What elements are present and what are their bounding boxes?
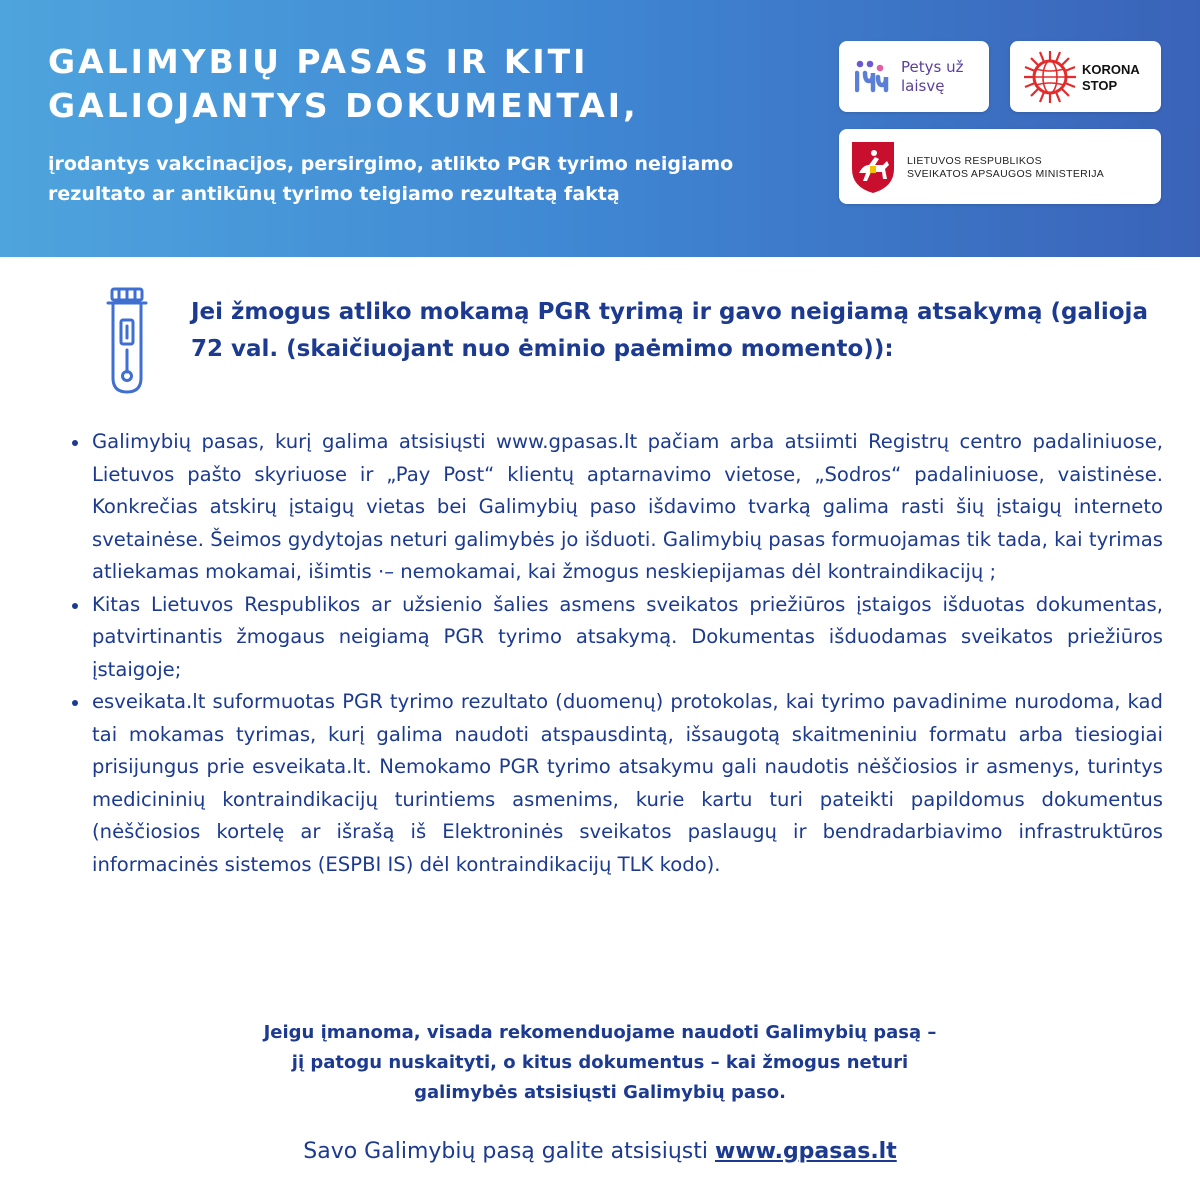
page-subtitle: įrodantys vakcinacijos, persirgimo, atlikto PGR tyrimo neigiamo rezultato ar antikūnų tyrimo teigiamo rezultatą faktą xyxy=(48,153,734,205)
ministry-line-2: SVEIKATOS APSAUGOS MINISTERIJA xyxy=(907,168,1105,180)
korona-stop-logo xyxy=(1010,41,1161,112)
petys-line-2: laisvę xyxy=(901,77,945,95)
ministry-logo-text xyxy=(907,155,1152,181)
section-heading: Jei žmogus atliko mokamą PGR tyrimą ir gavo neigiamą atsakymą (galioja 72 val. (skaičiuojant nuo ėminio paėmimo momento)): xyxy=(191,299,1148,362)
ministry-line-1: LIETUVOS RESPUBLIKOS xyxy=(907,155,1042,167)
footer-text: Savo Galimybių pasą galite atsisiųsti xyxy=(303,1139,716,1164)
list-item: Galimybių pasas, kurį galima atsisiųsti www.gpasas.lt pačiam arba atsiimti Registrų centro padaliniuose, Lietuvos pašto skyriuose ir „Pay Post“ klientų aptarnavimo vietose, „Sodros“ padaliniuose, vaistinėse. Konkrečias atskirų įstaigų vietas bei Galimybių paso išdavimo tvarką galima rasti šių įstaigų interneto svetainėse. Šeimos gydytojas neturi galimybės jo išduoti. Galimybių pasas formuojamas tik tada, kai tyrimas atliekamas mokamai, išimtis ·– nemokamai, kai žmogus neskiepijamas dėl kontraindikacijų ; xyxy=(92,426,1163,589)
title-line-2: GALIOJANTYS DOKUMENTAI, xyxy=(48,86,639,125)
test-tube-icon xyxy=(104,286,150,398)
list-item: esveikata.lt suformuotas PGR tyrimo rezultato (duomenų) protokolas, kai tyrimo pavadinime nurodoma, kad tai mokamas tyrimas, kurį galima naudoti atspausdintą, išsaugotą skaitmeniniu formatu arba tiesiogiai prisijungus prie esveikata.lt. Nemokamo PGR tyrimo atsakymu gali naudotis nėščiosios ir asmenys, turintys medicininių kontraindikacijų turintiems asmenims, kurie kartu turi pateikti papildomus dokumentus (nėščiosios kortelę ar išrašą iš Elektroninės sveikatos paslaugų ir bendradarbiavimo infrastruktūros informacinės sistemos (ESPBI IS) dėl kontraindikacijų TLK kodo). xyxy=(92,686,1163,881)
ministry-logo xyxy=(839,129,1161,204)
petys-line-1: Petys už xyxy=(901,58,964,76)
recommendation-line-3: galimybės atsisiųsti Galimybių paso. xyxy=(414,1082,786,1103)
korona-logo-text xyxy=(1082,62,1157,94)
korona-line-2: STOP xyxy=(1082,78,1118,93)
petys-logo-text xyxy=(901,58,987,96)
header-banner xyxy=(0,0,1200,257)
recommendation-line-2: jį patogu nuskaityti, o kitus dokumentus – kai žmogus neturi xyxy=(291,1052,909,1073)
document-list xyxy=(92,426,1163,881)
korona-line-1: KORONA xyxy=(1082,62,1140,77)
coat-of-arms-icon xyxy=(849,139,897,195)
title-line-1: GALIMYBIŲ PASAS IR KITI xyxy=(48,42,589,81)
footer-download-note xyxy=(0,1135,1200,1169)
petys-logo-icon xyxy=(855,59,893,93)
recommendation-note xyxy=(150,1018,1050,1108)
list-item: Kitas Lietuvos Respublikos ar užsienio šalies asmens sveikatos priežiūros įstaigos išduotas dokumentas, patvirtinantis žmogaus neigiamą PGR tyrimo atsakymą. Dokumentas išduodamas sveikatos priežiūros įstaigoje; xyxy=(92,589,1163,687)
recommendation-line-1: Jeigu įmanoma, visada rekomenduojame naudoti Galimybių pasą – xyxy=(263,1022,937,1043)
page-title xyxy=(48,40,808,128)
petys-uz-laisve-logo xyxy=(839,41,989,112)
gpasas-link[interactable]: www.gpasas.lt xyxy=(715,1139,897,1164)
korona-virus-icon xyxy=(1022,49,1078,105)
